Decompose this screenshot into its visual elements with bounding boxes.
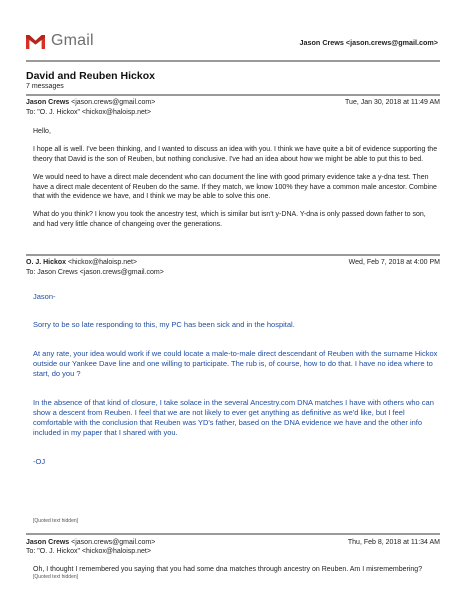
gmail-header — [26, 30, 440, 54]
message-sender — [26, 259, 137, 266]
sender-email: <jason.crews@gmail.com> — [71, 99, 156, 106]
quoted-text-hidden[interactable]: [Quoted text hidden] — [33, 574, 79, 581]
body-paragraph: Oh, I thought I remembered you saying that you had some dna matches through ancestry on Reuben. Am I misremembering? — [33, 566, 423, 573]
sender-name: O. J. Hickox — [26, 259, 67, 266]
sender-name: Jason Crews — [26, 99, 70, 106]
body-paragraph: We would need to have a direct male decendent who can document the line with good primary evidence take a y-dna test. Then have a direct male decentent of Reuben do the same. If they match, we know 100% they have a common male ancestor. Combine that with the evidence we have, and I think we may be able to solve this one. — [33, 174, 437, 201]
thread-subject: David and Reuben Hickox — [26, 70, 155, 82]
body-paragraph: In the absence of that kind of closure, I take solace in the several Ancestry.com DNA matches I have with others who can show a descent from Reuben. I feel that we are not likely to ever get anything as definitive as we'd like, but I feel comfortable with the conclusion that Reuben was YD's father, based on the DNA evidence we have and the other info included in my paper that I shared with you. — [33, 398, 434, 437]
gmail-logo-icon — [26, 34, 45, 49]
sender-email: <hickox@haloisp.net> — [68, 259, 138, 266]
message-recipient: To: "O. J. Hickox" <hickox@haloisp.net> — [26, 109, 151, 116]
message-body — [33, 292, 438, 467]
sender-name: Jason Crews — [26, 539, 70, 546]
message-recipient: To: "O. J. Hickox" <hickox@haloisp.net> — [26, 548, 151, 555]
body-paragraph: What do you think? I know you took the ancestry test, which is similar but isn't y-DNA. Y-dna is only passed down father to son, and had very little chance of changeing over the generations. — [33, 211, 426, 228]
message-sender — [26, 539, 155, 546]
account-label: Jason Crews <jason.crews@gmail.com> — [299, 38, 438, 47]
body-paragraph: -OJ — [33, 457, 46, 466]
body-paragraph: Jason- — [33, 292, 56, 301]
body-paragraph: Sorry to be so late responding to this, my PC has been sick and in the hospital. — [33, 320, 295, 329]
sender-email: <jason.crews@gmail.com> — [71, 539, 156, 546]
message-sender — [26, 99, 155, 106]
body-paragraph: At any rate, your idea would work if we could locate a male-to-male direct descendant of Reuben with the surname Hickox outside our Yankee Dave line and one willing to participate. The rub is, of course, how to do that. I have no idea where to start, do you ? — [33, 349, 438, 378]
message-divider — [26, 533, 440, 535]
gmail-brand-text: Gmail — [51, 32, 94, 49]
quoted-text-hidden[interactable]: [Quoted text hidden] — [33, 518, 79, 524]
message-date: Tue, Jan 30, 2018 at 11:49 AM — [345, 99, 440, 106]
header-divider — [26, 60, 440, 62]
body-paragraph: Hello, — [33, 128, 51, 135]
message-date: Wed, Feb 7, 2018 at 4:00 PM — [348, 259, 440, 266]
message-divider — [26, 254, 440, 256]
message-date: Thu, Feb 8, 2018 at 11:34 AM — [347, 539, 440, 546]
message-body — [33, 127, 438, 229]
message-recipient: To: Jason Crews <jason.crews@gmail.com> — [26, 269, 164, 276]
message-count: 7 messages — [26, 83, 64, 90]
body-paragraph: I hope all is well. I've been thinking, and I wanted to discuss an idea with you. I think we have quite a bit of evidence supporting the theory that David is the son of Reuben, but nothing conclusive. I've had an idea about how we might be able to put this to bed. — [33, 146, 438, 163]
message-body — [33, 565, 433, 581]
message-divider — [26, 94, 440, 96]
